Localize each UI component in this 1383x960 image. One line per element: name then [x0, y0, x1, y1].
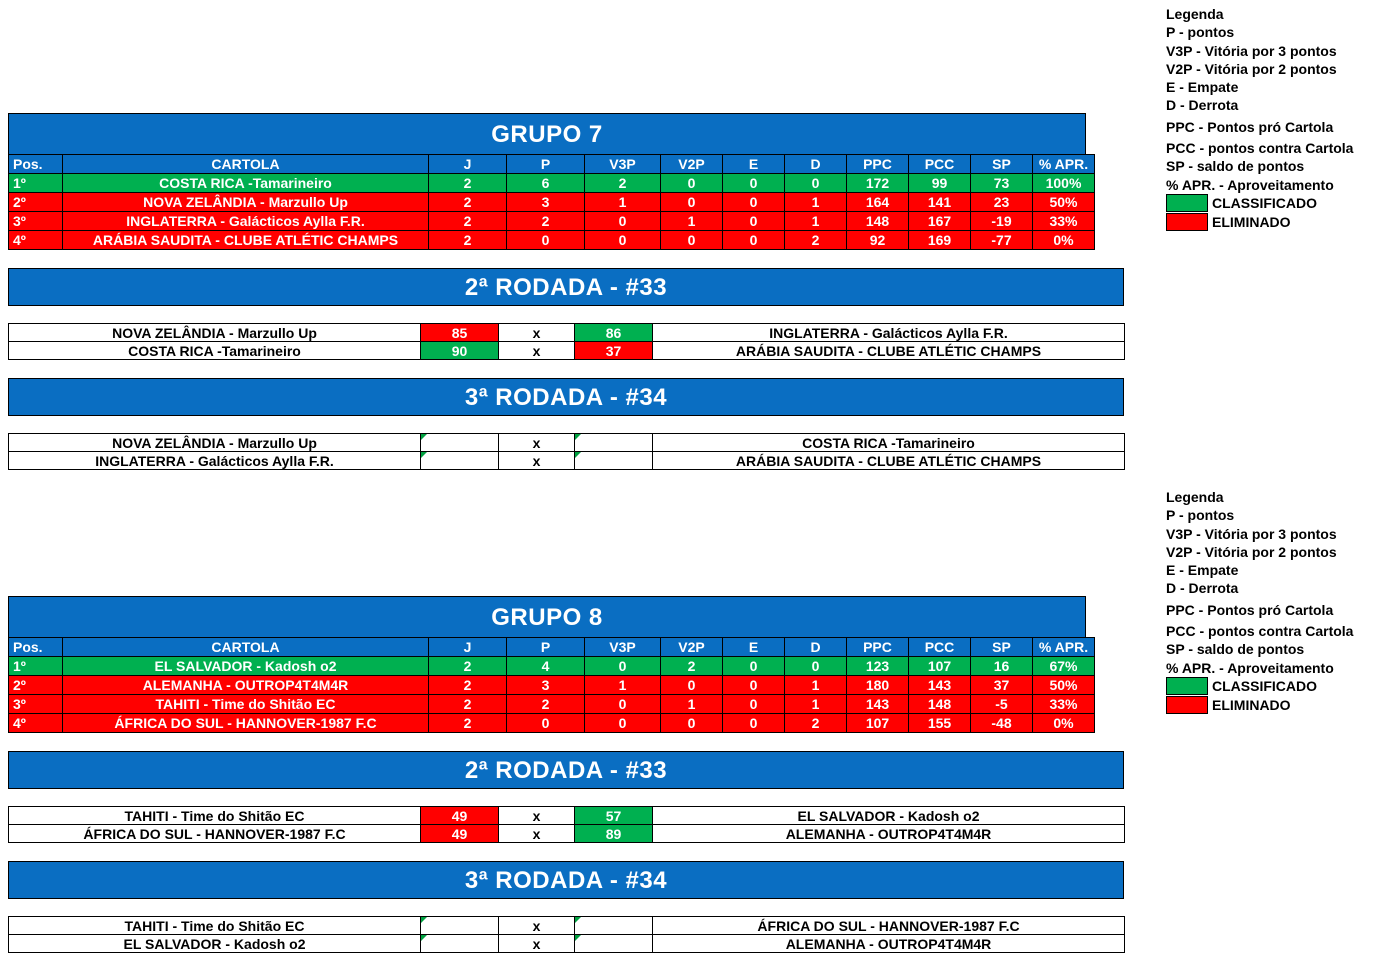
legend-eliminated — [1166, 213, 1353, 232]
legend-item: V3P - Vitória por 3 pontos — [1166, 525, 1337, 542]
cell-d: 1 — [785, 212, 847, 231]
cell-apr: 33% — [1033, 212, 1095, 231]
col-v2p: V2P — [661, 155, 723, 174]
legend-item: D - Derrota — [1166, 97, 1239, 114]
cell-apr: 50% — [1033, 676, 1095, 695]
cell-pos: 1º — [9, 174, 63, 193]
classified-label: CLASSIFICADO — [1212, 195, 1317, 212]
cell-j: 2 — [429, 174, 507, 193]
cell-p: 0 — [507, 231, 585, 250]
cell-v3p: 0 — [585, 695, 661, 714]
cell-d: 1 — [785, 193, 847, 212]
cell-e: 0 — [723, 695, 785, 714]
cell-j: 2 — [429, 695, 507, 714]
cell-apr: 0% — [1033, 231, 1095, 250]
cell-ppc: 148 — [847, 212, 909, 231]
table-row — [9, 676, 1095, 695]
legend-item: SP - saldo de pontos — [1166, 641, 1305, 658]
cell-pcc: 141 — [909, 193, 971, 212]
table-row — [9, 174, 1095, 193]
col-d: D — [785, 155, 847, 174]
group-7-round-3-title: 3ª RODADA - #34 — [8, 378, 1124, 416]
cell-v2p: 0 — [661, 231, 723, 250]
col-ppc: PPC — [847, 638, 909, 657]
group-7-standings-table — [8, 154, 1095, 250]
cell-sp: 23 — [971, 193, 1033, 212]
legend-eliminated — [1166, 696, 1353, 715]
match-home-score[interactable] — [421, 434, 499, 452]
match-separator: x — [499, 825, 575, 843]
legend-item: D - Derrota — [1166, 580, 1239, 597]
match-separator: x — [499, 342, 575, 360]
col-pcc: PCC — [909, 155, 971, 174]
match-separator: x — [499, 452, 575, 470]
col-e: E — [723, 638, 785, 657]
col-j: J — [429, 638, 507, 657]
group-8-round-2-matches — [8, 806, 1125, 843]
cell-p: 6 — [507, 174, 585, 193]
cell-pcc: 155 — [909, 714, 971, 733]
legend-item: E - Empate — [1166, 79, 1239, 96]
match-home-score[interactable] — [421, 917, 499, 935]
match-home-score: 49 — [421, 825, 499, 843]
group-8-round-3-matches — [8, 916, 1125, 953]
cell-sp: -48 — [971, 714, 1033, 733]
eliminated-label: ELIMINADO — [1212, 214, 1291, 231]
col-apr: % APR. — [1033, 638, 1095, 657]
legend-item: PCC - pontos contra Cartola — [1166, 623, 1354, 640]
col-v3p: V3P — [585, 155, 661, 174]
cell-j: 2 — [429, 212, 507, 231]
match-home-team: NOVA ZELÂNDIA - Marzullo Up — [9, 324, 421, 342]
match-away-score[interactable] — [575, 434, 653, 452]
col-sp: SP — [971, 638, 1033, 657]
cell-e: 0 — [723, 193, 785, 212]
cell-cartola: INGLATERRA - Galácticos Aylla F.R. — [63, 212, 429, 231]
col-v2p: V2P — [661, 638, 723, 657]
cell-sp: 37 — [971, 676, 1033, 695]
cell-v3p: 0 — [585, 231, 661, 250]
match-away-score: 57 — [575, 807, 653, 825]
match-row — [9, 324, 1125, 342]
classified-swatch — [1166, 677, 1208, 695]
group-7-round-2-title: 2ª RODADA - #33 — [8, 268, 1124, 306]
cell-pos: 4º — [9, 714, 63, 733]
table-row — [9, 231, 1095, 250]
match-row — [9, 452, 1125, 470]
table-header-row — [9, 638, 1095, 657]
col-apr: % APR. — [1033, 155, 1095, 174]
cell-pcc: 167 — [909, 212, 971, 231]
legend-item: V2P - Vitória por 2 pontos — [1166, 543, 1337, 560]
cell-e: 0 — [723, 657, 785, 676]
col-v3p: V3P — [585, 638, 661, 657]
legend-item: PPC - Pontos pró Cartola — [1166, 601, 1334, 618]
col-ppc: PPC — [847, 155, 909, 174]
match-home-score: 85 — [421, 324, 499, 342]
match-away-score[interactable] — [575, 452, 653, 470]
match-away-team: COSTA RICA -Tamarineiro — [653, 434, 1125, 452]
col-pcc: PCC — [909, 638, 971, 657]
match-row — [9, 342, 1125, 360]
col-pos: Pos. — [9, 638, 63, 657]
eliminated-label: ELIMINADO — [1212, 697, 1291, 714]
cell-v3p: 1 — [585, 676, 661, 695]
match-row — [9, 807, 1125, 825]
match-home-team: COSTA RICA -Tamarineiro — [9, 342, 421, 360]
cell-pcc: 148 — [909, 695, 971, 714]
col-pos: Pos. — [9, 155, 63, 174]
cell-pos: 3º — [9, 695, 63, 714]
col-cartola: CARTOLA — [63, 155, 429, 174]
cell-sp: -5 — [971, 695, 1033, 714]
eliminated-swatch — [1166, 213, 1208, 231]
cell-apr: 33% — [1033, 695, 1095, 714]
match-away-score: 86 — [575, 324, 653, 342]
col-d: D — [785, 638, 847, 657]
cell-apr: 100% — [1033, 174, 1095, 193]
legend-item: % APR. - Aproveitamento — [1166, 659, 1334, 676]
match-home-team: TAHITI - Time do Shitão EC — [9, 807, 421, 825]
match-home-team: TAHITI - Time do Shitão EC — [9, 917, 421, 935]
cell-e: 0 — [723, 174, 785, 193]
cell-d: 0 — [785, 174, 847, 193]
legend-item: V2P - Vitória por 2 pontos — [1166, 60, 1337, 77]
cell-v3p: 0 — [585, 212, 661, 231]
cell-j: 2 — [429, 231, 507, 250]
match-separator: x — [499, 324, 575, 342]
match-separator: x — [499, 434, 575, 452]
cell-cartola: EL SALVADOR - Kadosh o2 — [63, 657, 429, 676]
match-away-score[interactable] — [575, 917, 653, 935]
legend-panel — [1166, 488, 1353, 715]
cell-sp: -19 — [971, 212, 1033, 231]
table-row — [9, 714, 1095, 733]
cell-sp: -77 — [971, 231, 1033, 250]
match-separator: x — [499, 935, 575, 953]
group-7-round-3-matches — [8, 433, 1125, 470]
cell-pcc: 99 — [909, 174, 971, 193]
cell-cartola: NOVA ZELÂNDIA - Marzullo Up — [63, 193, 429, 212]
cell-j: 2 — [429, 714, 507, 733]
table-row — [9, 657, 1095, 676]
legend-title: Legenda — [1166, 6, 1224, 22]
legend-item: % APR. - Aproveitamento — [1166, 176, 1334, 193]
col-p: P — [507, 155, 585, 174]
cell-apr: 0% — [1033, 714, 1095, 733]
cell-p: 3 — [507, 193, 585, 212]
cell-v2p: 2 — [661, 657, 723, 676]
legend-title: Legenda — [1166, 489, 1224, 505]
cell-e: 0 — [723, 231, 785, 250]
legend-item: P - pontos — [1166, 24, 1235, 41]
cell-e: 0 — [723, 676, 785, 695]
group-8-standings-table — [8, 637, 1095, 733]
cell-ppc: 164 — [847, 193, 909, 212]
cell-d: 1 — [785, 695, 847, 714]
cell-pos: 2º — [9, 676, 63, 695]
cell-v3p: 1 — [585, 193, 661, 212]
cell-v2p: 0 — [661, 714, 723, 733]
cell-j: 2 — [429, 657, 507, 676]
match-away-team: EL SALVADOR - Kadosh o2 — [653, 807, 1125, 825]
cell-cartola: TAHITI - Time do Shitão EC — [63, 695, 429, 714]
match-row — [9, 434, 1125, 452]
cell-e: 0 — [723, 714, 785, 733]
col-sp: SP — [971, 155, 1033, 174]
cell-v2p: 0 — [661, 174, 723, 193]
table-row — [9, 695, 1095, 714]
legend-item: P - pontos — [1166, 507, 1235, 524]
cell-sp: 73 — [971, 174, 1033, 193]
cell-v2p: 1 — [661, 695, 723, 714]
col-e: E — [723, 155, 785, 174]
cell-e: 0 — [723, 212, 785, 231]
cell-v3p: 0 — [585, 714, 661, 733]
match-home-team: INGLATERRA - Galácticos Aylla F.R. — [9, 452, 421, 470]
match-home-score: 49 — [421, 807, 499, 825]
cell-ppc: 107 — [847, 714, 909, 733]
match-away-team: ALEMANHA - OUTROP4T4M4R — [653, 935, 1125, 953]
cell-d: 2 — [785, 714, 847, 733]
cell-pos: 3º — [9, 212, 63, 231]
cell-apr: 67% — [1033, 657, 1095, 676]
match-home-team: NOVA ZELÂNDIA - Marzullo Up — [9, 434, 421, 452]
group-8-title: GRUPO 8 — [8, 596, 1086, 638]
cell-v3p: 0 — [585, 657, 661, 676]
match-home-team: ÁFRICA DO SUL - HANNOVER-1987 F.C — [9, 825, 421, 843]
match-away-score: 37 — [575, 342, 653, 360]
match-away-score[interactable] — [575, 935, 653, 953]
cell-pcc: 143 — [909, 676, 971, 695]
col-j: J — [429, 155, 507, 174]
legend-item: PCC - pontos contra Cartola — [1166, 140, 1354, 157]
match-away-team: ÁFRICA DO SUL - HANNOVER-1987 F.C — [653, 917, 1125, 935]
match-row — [9, 825, 1125, 843]
cell-pos: 4º — [9, 231, 63, 250]
group-7-round-2-matches — [8, 323, 1125, 360]
match-row — [9, 935, 1125, 953]
cell-p: 2 — [507, 212, 585, 231]
legend-item: SP - saldo de pontos — [1166, 158, 1305, 175]
match-away-team: ARÁBIA SAUDITA - CLUBE ATLÉTIC CHAMPS — [653, 452, 1125, 470]
match-home-team: EL SALVADOR - Kadosh o2 — [9, 935, 421, 953]
col-cartola: CARTOLA — [63, 638, 429, 657]
legend-item: V3P - Vitória por 3 pontos — [1166, 42, 1337, 59]
cell-cartola: ÁFRICA DO SUL - HANNOVER-1987 F.C — [63, 714, 429, 733]
cell-ppc: 123 — [847, 657, 909, 676]
cell-ppc: 172 — [847, 174, 909, 193]
cell-v2p: 0 — [661, 193, 723, 212]
cell-v2p: 0 — [661, 676, 723, 695]
match-away-score: 89 — [575, 825, 653, 843]
table-row — [9, 212, 1095, 231]
cell-p: 4 — [507, 657, 585, 676]
cell-pcc: 169 — [909, 231, 971, 250]
cell-v3p: 2 — [585, 174, 661, 193]
legend-classified — [1166, 677, 1353, 696]
match-away-team: ALEMANHA - OUTROP4T4M4R — [653, 825, 1125, 843]
legend-item: E - Empate — [1166, 562, 1239, 579]
match-home-score[interactable] — [421, 452, 499, 470]
group-8-round-3-title: 3ª RODADA - #34 — [8, 861, 1124, 899]
cell-v2p: 1 — [661, 212, 723, 231]
col-p: P — [507, 638, 585, 657]
legend-classified — [1166, 194, 1353, 213]
legend-item: PPC - Pontos pró Cartola — [1166, 118, 1334, 135]
cell-pos: 1º — [9, 657, 63, 676]
cell-sp: 16 — [971, 657, 1033, 676]
eliminated-swatch — [1166, 696, 1208, 714]
match-away-team: INGLATERRA - Galácticos Aylla F.R. — [653, 324, 1125, 342]
cell-cartola: ALEMANHA - OUTROP4T4M4R — [63, 676, 429, 695]
match-separator: x — [499, 917, 575, 935]
cell-p: 3 — [507, 676, 585, 695]
cell-p: 0 — [507, 714, 585, 733]
cell-ppc: 92 — [847, 231, 909, 250]
cell-cartola: ARÁBIA SAUDITA - CLUBE ATLÉTIC CHAMPS — [63, 231, 429, 250]
table-header-row — [9, 155, 1095, 174]
legend-panel — [1166, 5, 1353, 232]
group-7-title: GRUPO 7 — [8, 113, 1086, 155]
classified-swatch — [1166, 194, 1208, 212]
classified-label: CLASSIFICADO — [1212, 678, 1317, 695]
match-away-team: ARÁBIA SAUDITA - CLUBE ATLÉTIC CHAMPS — [653, 342, 1125, 360]
cell-pcc: 107 — [909, 657, 971, 676]
match-home-score: 90 — [421, 342, 499, 360]
cell-apr: 50% — [1033, 193, 1095, 212]
match-home-score[interactable] — [421, 935, 499, 953]
table-row — [9, 193, 1095, 212]
cell-ppc: 180 — [847, 676, 909, 695]
cell-cartola: COSTA RICA -Tamarineiro — [63, 174, 429, 193]
match-row — [9, 917, 1125, 935]
cell-pos: 2º — [9, 193, 63, 212]
cell-d: 1 — [785, 676, 847, 695]
cell-j: 2 — [429, 193, 507, 212]
cell-j: 2 — [429, 676, 507, 695]
cell-d: 2 — [785, 231, 847, 250]
cell-ppc: 143 — [847, 695, 909, 714]
cell-d: 0 — [785, 657, 847, 676]
cell-p: 2 — [507, 695, 585, 714]
group-8-round-2-title: 2ª RODADA - #33 — [8, 751, 1124, 789]
match-separator: x — [499, 807, 575, 825]
